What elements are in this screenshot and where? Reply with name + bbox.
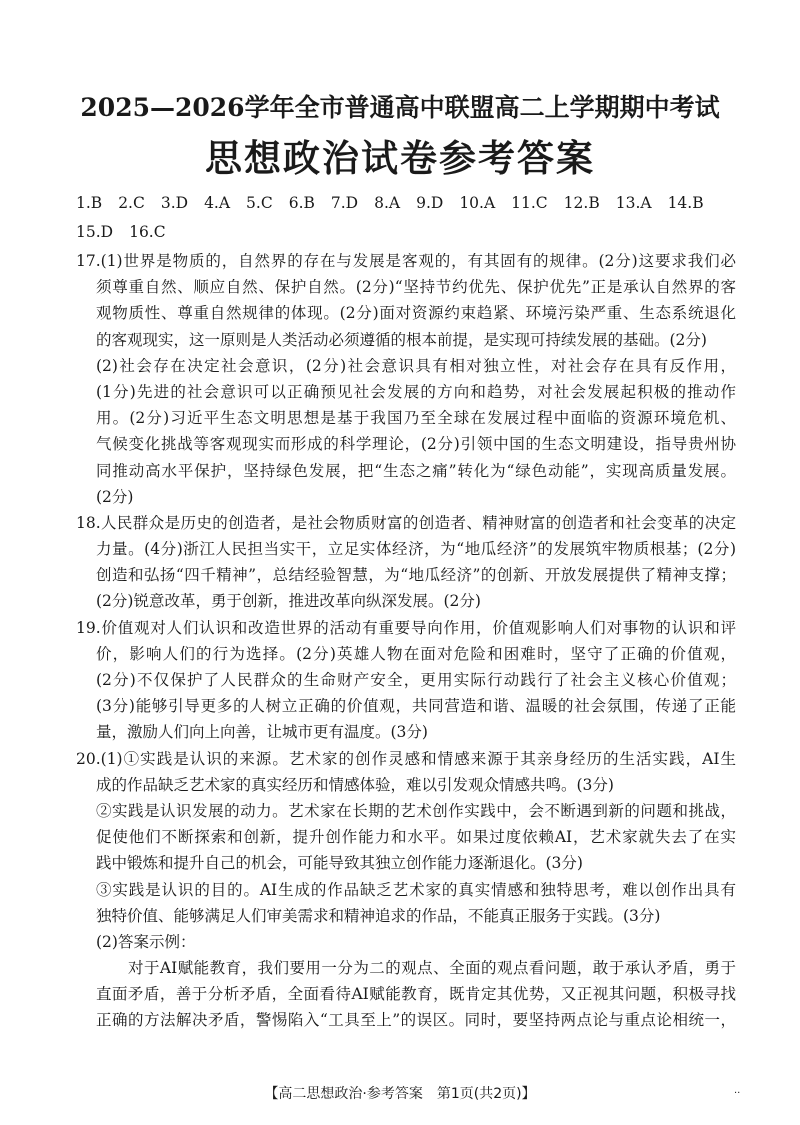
question-17-answer	[76, 248, 736, 510]
answer-line: ②实践是认识发展的动力。艺术家在长期的艺术创作实践中，会不断遇到新的问题和挑战，	[96, 801, 736, 820]
answer-line: 践中锻炼和提升自己的机会，可能导致其独立创作能力逐渐退化。(3分)	[96, 854, 583, 873]
answer-line: 直面矛盾，善于分析矛盾，全面看待AI赋能教育，既肯定其优势，又正视其问题，积极寻找	[96, 985, 736, 1004]
answer-line: (3分)能够引导更多的人树立正确的价值观，共同营造和谐、温暖的社会氛围，传递了正能	[96, 697, 736, 716]
mcq-answer: 9.D	[416, 194, 444, 212]
answer-line: 创造和弘扬“四千精神”，总结经验智慧，为“地瓜经济”的创新、开放发展提供了精神支撑；	[96, 566, 736, 585]
answer-line: 正确的方法解决矛盾，警惕陷入“工具至上”的误区。同时，要坚持两点论与重点论相统一，	[96, 1011, 736, 1030]
footer-mark: ··	[734, 1088, 741, 1099]
answer-line: 观物质性、尊重自然规律的体现。(2分)面对资源约束趋紧、环境污染严重、生态系统退化	[96, 304, 736, 323]
mcq-answer: 8.A	[374, 194, 401, 212]
mcq-answer: 1.B	[76, 194, 103, 212]
mcq-answer: 13.A	[615, 194, 652, 212]
answer-line: 用。(2分)习近平生态文明思想是基于我国乃至全球在发展过程中面临的资源环境危机、	[96, 409, 736, 428]
answer-line: 19.价值观对人们认识和改造世界的活动有重要导向作用，价值观影响人们对事物的认识和评	[76, 618, 736, 637]
answer-line: 18.人民群众是历史的创造者，是社会物质财富的创造者、精神财富的创造者和社会变革的决定	[76, 513, 736, 532]
question-20-answer	[76, 746, 736, 1034]
mcq-answer: 7.D	[330, 194, 359, 212]
answer-line: 17.(1)世界是物质的，自然界的存在与发展是客观的，有其固有的规律。(2分)这要求我们必	[76, 252, 736, 270]
answer-line: (2分)不仅保护了人民群众的生命财产安全，更用实际行动践行了社会主义核心价值观；	[96, 671, 736, 689]
answer-line: 价，影响人们的行为选择。(2分)英雄人物在面对危险和困难时，坚守了正确的价值观，	[96, 644, 736, 663]
answer-line: 促使他们不断探索和创新，提升创作能力和水平。如果过度依赖AI，艺术家就失去了在实	[96, 828, 736, 847]
mcq-answer: 2.C	[118, 194, 145, 212]
mcq-answer: 15.D	[76, 223, 114, 241]
mcq-answer: 3.D	[160, 194, 189, 212]
mcq-answers-row-2	[76, 219, 736, 248]
answer-line: 成的作品缺乏艺术家的真实经历和情感体验，难以引发观众情感共鸣。(3分)	[96, 775, 614, 794]
exam-title: 2025—2026学年全市普通高中联盟高二上学期期中考试	[80, 93, 720, 122]
answer-body	[76, 190, 736, 1034]
answer-line: 气候变化挑战等客观现实而形成的科学理论，(2分)引领中国的生态文明建设，指导贵州协	[96, 435, 736, 454]
mcq-answer: 11.C	[511, 194, 548, 212]
answer-line: 量，激励人们向上向善，让城市更有温度。(3分)	[96, 723, 428, 742]
answer-line: 力量。(4分)浙江人民担当实干，立足实体经济，为“地瓜经济”的发展筑牢物质根基；(2分)	[96, 540, 736, 559]
answer-line: (1分)先进的社会意识可以正确预见社会发展的方向和趋势，对社会发展起积极的推动作	[96, 382, 736, 401]
mcq-answers-row-1	[76, 190, 736, 219]
answer-line: (2)社会存在决定社会意识，(2分)社会意识具有相对独立性，对社会存在具有反作用，	[96, 356, 736, 375]
answer-line: ③实践是认识的目的。AI生成的作品缺乏艺术家的真实情感和独特思考，难以创作出具有	[96, 880, 736, 899]
mcq-answer: 6.B	[288, 194, 315, 212]
page-footer: 【高二思想政治·参考答案 第1页(共2页)】	[264, 1086, 536, 1102]
answer-line: 同推动高水平保护，坚持绿色发展，把“生态之痛”转化为“绿色动能”，实现高质量发展。	[96, 461, 736, 480]
mcq-answer: 4.A	[204, 194, 231, 212]
answer-line: 的客观现实，这一原则是人类活动必须遵循的根本前提，是实现可持续发展的基础。(2分)	[96, 330, 707, 349]
mcq-answer: 16.C	[129, 223, 166, 241]
answer-line: 对于AI赋能教育，我们要用一分为二的观点、全面的观点看问题，敢于承认矛盾，勇于	[128, 959, 736, 978]
answer-line: (2)答案示例：	[96, 932, 196, 951]
document-title: 思想政治试卷参考答案	[205, 136, 595, 180]
question-18-answer	[76, 510, 736, 615]
answer-line: 独特价值、能够满足人们审美需求和精神追求的作品，不能真正服务于实践。(3分)	[96, 906, 661, 925]
answer-line: (2分)锐意改革，勇于创新，推进改革向纵深发展。(2分)	[96, 592, 481, 611]
mcq-answer: 10.A	[459, 194, 496, 212]
answer-line: (2分)	[96, 487, 134, 506]
mcq-answer: 12.B	[563, 194, 600, 212]
question-19-answer	[76, 615, 736, 746]
answer-line: 须尊重自然、顺应自然、保护自然。(2分)“坚持节约优先、保护优先”正是承认自然界的客	[96, 278, 736, 297]
mcq-answer: 14.B	[667, 194, 704, 212]
answer-line: 20.(1)①实践是认识的来源。艺术家的创作灵感和情感来源于其亲身经历的生活实践，AI生	[76, 749, 736, 768]
mcq-answer: 5.C	[246, 194, 273, 212]
